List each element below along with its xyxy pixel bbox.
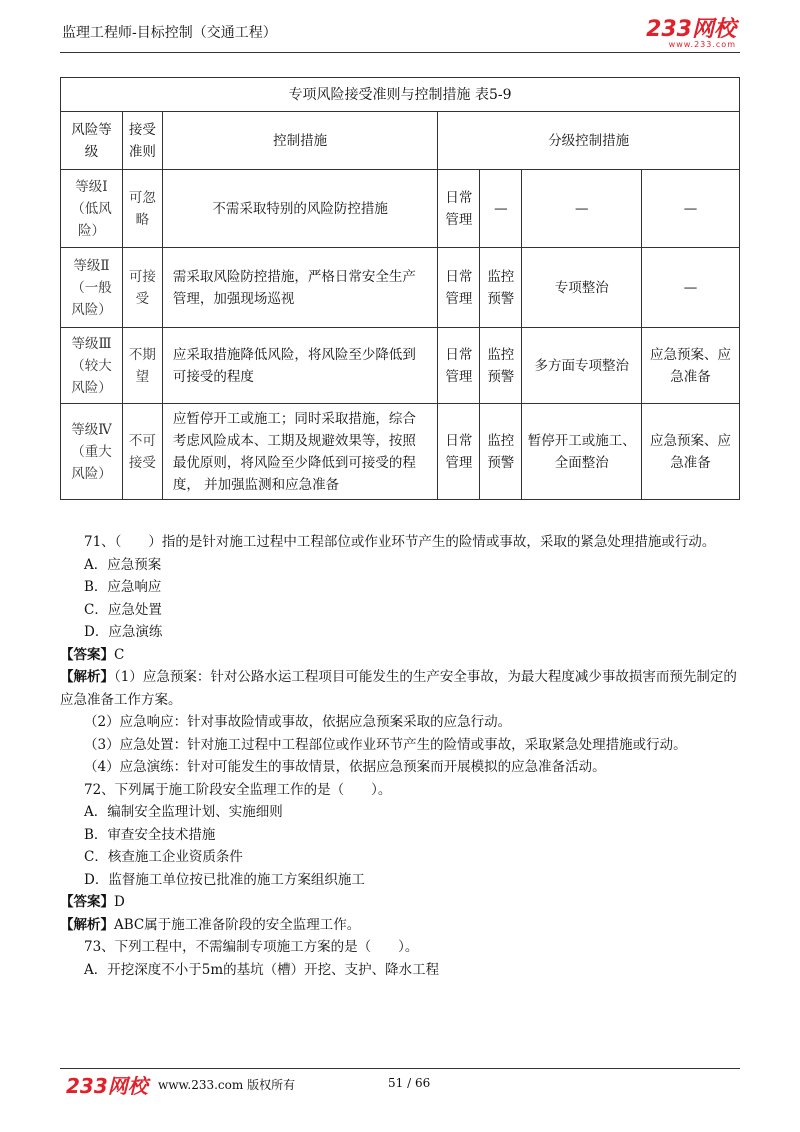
analysis-text: ABC属于施工准备阶段的安全监理工作。 — [114, 916, 361, 933]
analysis-text: （3）应急处置：针对施工过程中工程部位或作业环节产生的险情或事故，采取紧急处理措施或行动。 — [84, 736, 687, 753]
risk-control-table — [60, 77, 740, 500]
option: B．应急响应 — [84, 579, 162, 595]
table-row — [61, 404, 740, 500]
cell-level: 等级Ⅳ（重大风险） — [61, 404, 123, 500]
analysis-label: 【解析】 — [60, 669, 114, 685]
cell-graded-3: 暂停开工或施工、全面整治 — [522, 404, 642, 500]
cell-graded-1: 日常管理 — [438, 170, 480, 248]
cell-graded-2: — — [480, 170, 522, 248]
header-accept-criterion: 接受准则 — [122, 112, 162, 170]
answer-line — [60, 891, 740, 914]
analysis-text: （4）应急演练：针对可能发生的事故情景，依据应急预案而开展模拟的应急准备活动。 — [84, 759, 606, 775]
answer-label: 【答案】 — [60, 894, 114, 910]
page-number: 51 / 66 — [388, 1076, 431, 1090]
option: A．开挖深度不小于5m的基坑（槽）开挖、支护、降水工程 — [84, 961, 440, 978]
cell-criterion: 不可接受 — [122, 404, 162, 500]
logo-url-text: www.233.com — [668, 40, 736, 49]
analysis-text: （2）应急响应：针对事故险情或事故，依据应急预案采取的应急行动。 — [84, 714, 512, 730]
cell-measure: 需采取风险防控措施，严格日常安全生产管理，加强现场巡视 — [162, 248, 438, 328]
cell-measure: 应暂停开工或施工；同时采取措施，综合考虑风险成本、工期及规避效果等，按照最优原则，将风险至少降低到可接受的程度， 并加强监测和应急准备 — [162, 404, 438, 500]
cell-graded-2: 监控预警 — [480, 328, 522, 404]
header-divider — [60, 52, 740, 53]
cell-criterion: 可接受 — [122, 248, 162, 328]
table-row — [61, 248, 740, 328]
cell-graded-1: 日常管理 — [438, 328, 480, 404]
analysis-text: （1）应急预案：针对公路水运工程项目可能发生的生产安全事故，为最大程度减少事故损害而预先制定的应急准备工作方案。 — [60, 669, 737, 708]
cell-measure: 应采取措施降低风险，将风险至少降低到可接受的程度 — [162, 328, 438, 404]
option: A．编制安全监理计划、实施细则 — [84, 804, 283, 820]
question-71-stem: 71、（ ）指的是针对施工过程中工程部位或作业环节产生的险情或事故，采取的紧急处理措施或行动。 — [84, 534, 716, 550]
document-header-title: 监理工程师-目标控制（交通工程） — [62, 25, 277, 41]
cell-graded-2: 监控预警 — [480, 404, 522, 500]
header-risk-level: 风险等级 — [61, 112, 123, 170]
question-73-stem: 73、下列工程中，不需编制专项施工方案的是（ ）。 — [84, 939, 419, 955]
cell-graded-3: — — [522, 170, 642, 248]
analysis-line — [60, 914, 740, 937]
cell-graded-2: 监控预警 — [480, 248, 522, 328]
cell-level: 等级Ⅱ（一般风险） — [61, 248, 123, 328]
option: D．监督施工单位按已批准的施工方案组织施工 — [84, 871, 365, 888]
analysis-label: 【解析】 — [60, 916, 114, 933]
footer-divider — [60, 1068, 740, 1069]
analysis-line — [60, 666, 740, 711]
cell-graded-1: 日常管理 — [438, 248, 480, 328]
cell-level: 等级Ⅰ（低风险） — [61, 170, 123, 248]
question-content — [60, 531, 740, 981]
header-graded-measures: 分级控制措施 — [438, 112, 740, 170]
brand-logo — [646, 12, 736, 49]
option: D．应急演练 — [84, 624, 163, 640]
option: B．审查安全技术措施 — [84, 826, 216, 843]
cell-graded-4: — — [642, 170, 740, 248]
answer-value: D — [114, 894, 125, 910]
footer-logo: 233网校 — [66, 1074, 148, 1098]
cell-graded-4: 应急预案、应急准备 — [642, 404, 740, 500]
cell-graded-3: 专项整治 — [522, 248, 642, 328]
cell-graded-4: — — [642, 248, 740, 328]
cell-level: 等级Ⅲ（较大风险） — [61, 328, 123, 404]
header-control-measure: 控制措施 — [162, 112, 438, 170]
footer-copyright: www.233.com 版权所有 — [158, 1078, 296, 1092]
cell-graded-1: 日常管理 — [438, 404, 480, 500]
cell-criterion: 不期望 — [122, 328, 162, 404]
cell-measure: 不需采取特别的风险防控措施 — [162, 170, 438, 248]
cell-graded-4: 应急预案、应急准备 — [642, 328, 740, 404]
question-72-stem: 72、下列属于施工阶段安全监理工作的是（ ）。 — [84, 781, 392, 798]
table-row — [61, 170, 740, 248]
table-row — [61, 328, 740, 404]
answer-line — [60, 644, 740, 667]
option: A．应急预案 — [84, 556, 162, 573]
answer-value: C — [114, 646, 125, 663]
option: C．核查施工企业资质条件 — [84, 849, 243, 865]
cell-graded-3: 多方面专项整治 — [522, 328, 642, 404]
answer-label: 【答案】 — [60, 646, 114, 663]
cell-criterion: 可忽略 — [122, 170, 162, 248]
option: C．应急处置 — [84, 601, 162, 618]
logo-brand-text: 233网校 — [646, 17, 736, 42]
table-caption: 专项风险接受准则与控制措施 表5-9 — [61, 78, 740, 112]
